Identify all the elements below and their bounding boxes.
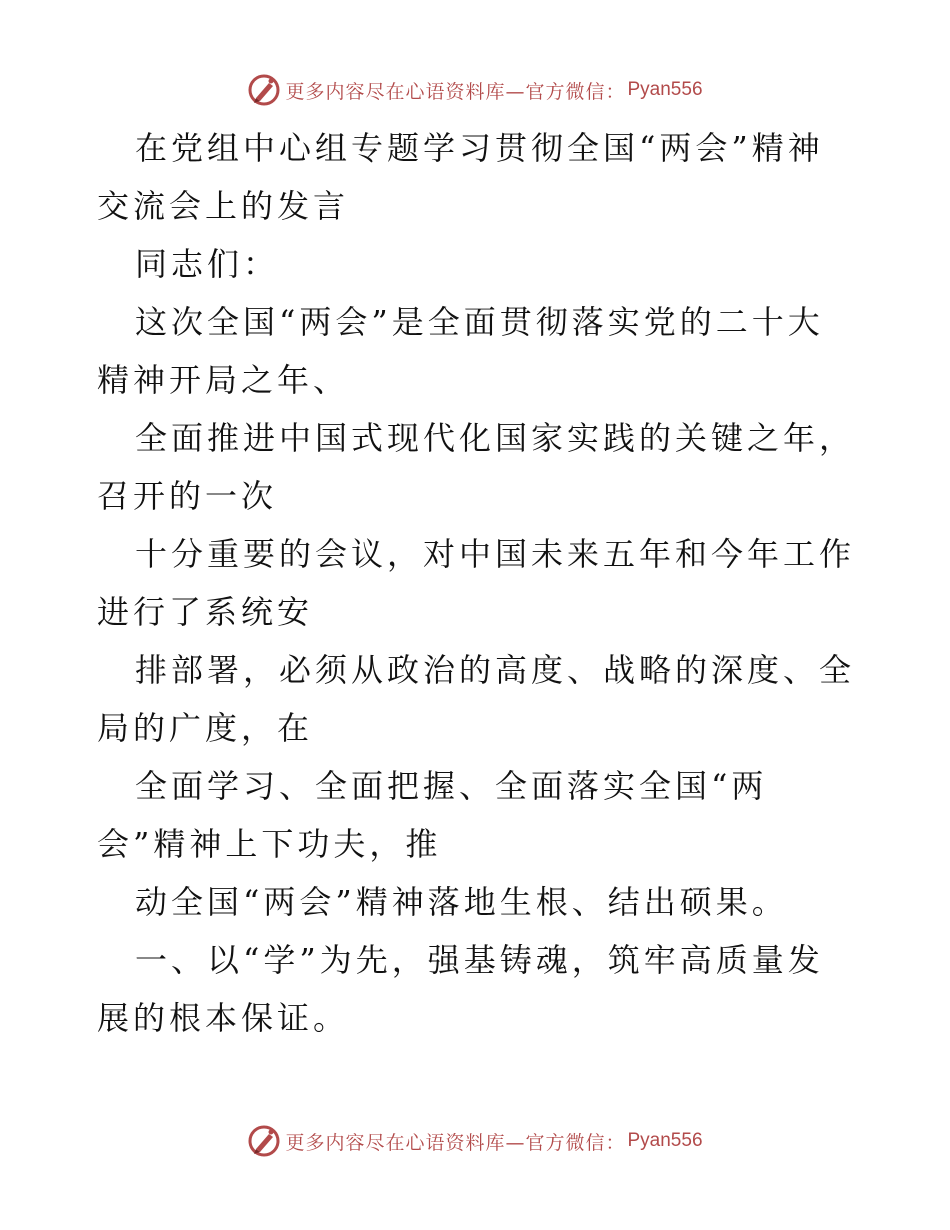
paragraph: 排部署，必须从政治的高度、战略的深度、全局的广度，在 — [97, 651, 856, 747]
watermark-account: Pyan556 — [627, 79, 703, 100]
paragraph: 全面学习、全面把握、全面落实全国“两会”精神上下功夫，推 — [97, 767, 768, 863]
watermark-text: 更多内容尽在心语资料库—官方微信： — [285, 80, 626, 103]
footer-watermark — [0, 1121, 950, 1161]
header-watermark — [0, 70, 950, 110]
watermark-text: 更多内容尽在心语资料库—官方微信： — [285, 1131, 626, 1154]
paragraph: 这次全国“两会”是全面贯彻落实党的二十大精神开局之年、 — [97, 303, 824, 399]
watermark-account: Pyan556 — [627, 1130, 703, 1151]
document-body — [97, 119, 857, 1047]
document-title: 在党组中心组专题学习贯彻全国“两会”精神交流会上的发言 — [97, 129, 824, 225]
section-heading: 一、以“学”为先，强基铸魂，筑牢高质量发展的根本保证。 — [97, 941, 824, 1037]
pen-logo-icon — [247, 1124, 281, 1158]
paragraph: 十分重要的会议，对中国未来五年和今年工作进行了系统安 — [97, 535, 856, 631]
paragraph: 全面推进中国式现代化国家实践的关键之年，召开的一次 — [97, 419, 856, 515]
paragraph: 动全国“两会”精神落地生根、结出硕果。 — [135, 883, 788, 921]
pen-logo-icon — [247, 73, 281, 107]
salutation: 同志们： — [135, 245, 280, 283]
